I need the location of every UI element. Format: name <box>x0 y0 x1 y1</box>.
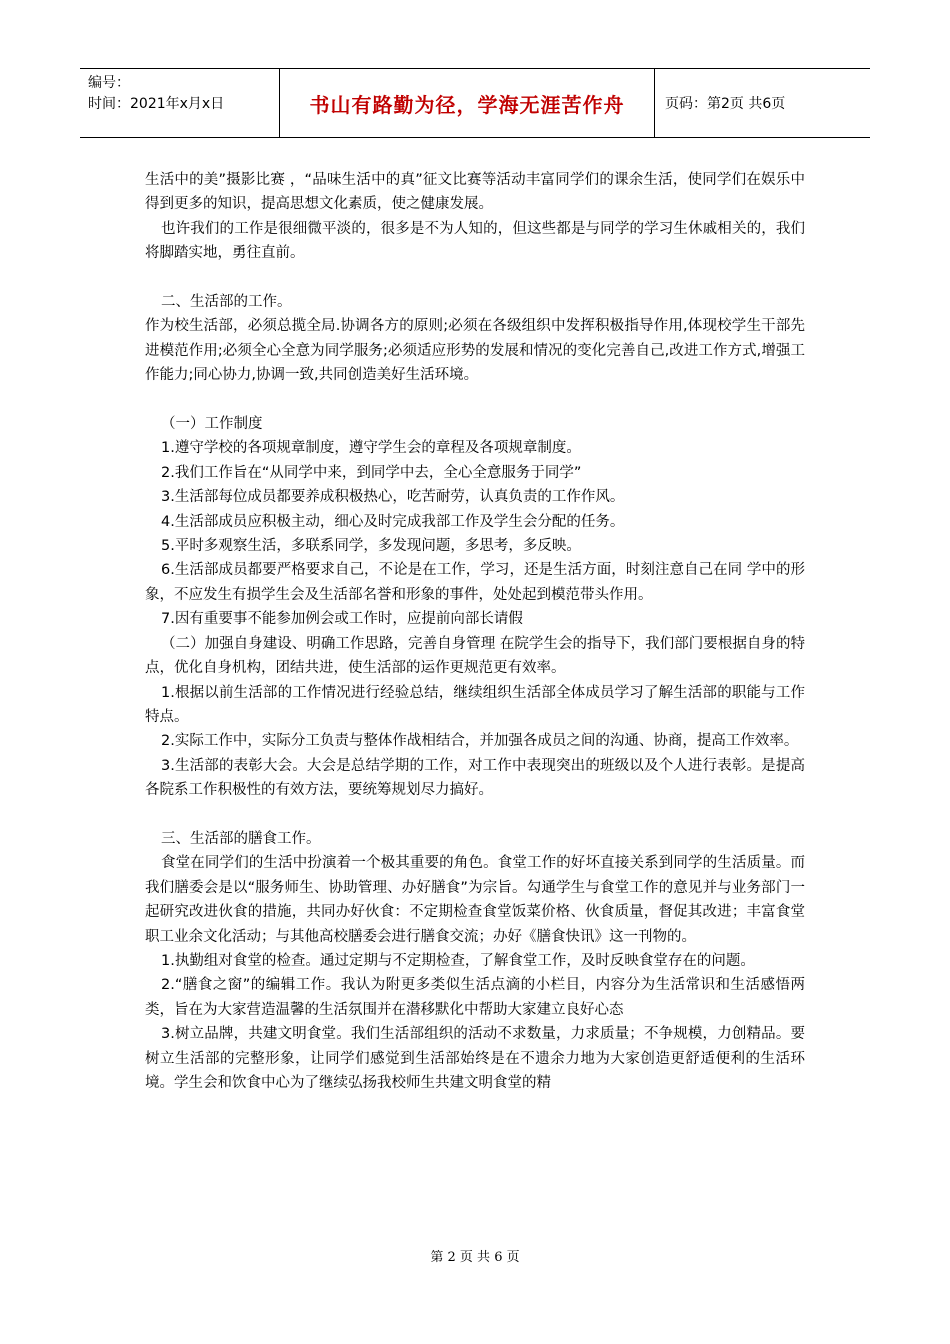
header-page-info: 页码：第2页 共6页 <box>665 96 786 112</box>
list-item: 5.平时多观察生活，多联系同学，多发现问题，多思考，多反映。 <box>161 538 581 555</box>
section-heading: 二、生活部的工作。 <box>161 294 292 311</box>
document-number-label: 编号： <box>88 75 130 91</box>
page-header <box>80 68 870 138</box>
list-item: 7.因有重要事不能参加例会或工作时，应提前向部长请假 <box>161 611 523 628</box>
list-item: 1.执勤组对食堂的检查。通过定期与不定期检查，了解食堂工作，及时反映食堂存在的问题。 <box>161 952 755 969</box>
section-heading: 三、生活部的膳食工作。 <box>161 830 321 847</box>
list-item: 3.树立品牌，共建文明食堂。我们生活部组织的活动不求数量，力求质量；不争规模，力创精品。要树立生活部的完整形象，让同学们感觉到生活部始终是在不遗余力地为大家创造更舒适便利的生活环境。学生会和饮食中心为了继续弘扬我校师生共建文明食堂的精 <box>145 1026 805 1091</box>
list-item: 3.生活部每位成员都要养成积极热心，吃苦耐劳，认真负责的工作作风。 <box>161 489 625 506</box>
list-item: 4.生活部成员应积极主动，细心及时完成我部工作及学生会分配的任务。 <box>161 513 625 530</box>
paragraph: 生活中的美”摄影比赛 ，“品味生活中的真”征文比赛等活动丰富同学们的课余生活，使同学们在娱乐中得到更多的知识，提高思想文化素质，使之健康发展。 <box>145 172 805 213</box>
header-meta <box>80 69 280 137</box>
list-item: 6.生活部成员都要严格要求自己，不论是在工作，学习，还是生活方面，时刻注意自己在同 学中的形象，不应发生有损学生会及生活部名誉和形象的事件，处处起到模范带头作用。 <box>145 562 805 603</box>
list-item: 1.根据以前生活部的工作情况进行经验总结，继续组织生活部全体成员学习了解生活部的职能与工作特点。 <box>145 684 805 725</box>
document-body <box>145 168 805 1095</box>
list-item: 2.我们工作旨在“从同学中来，到同学中去，全心全意服务于同学” <box>161 464 582 481</box>
list-item: 2.“膳食之窗”的编辑工作。我认为附更多类似生活点滴的小栏目，内容分为生活常识和生活感悟两类，旨在为大家营造温馨的生活氛围并在潜移默化中帮助大家建立良好心态 <box>145 977 805 1018</box>
document-date-label: 时间：2021年x月x日 <box>88 96 225 112</box>
header-motto: 书山有路勤为径，学海无涯苦作舟 <box>280 69 655 137</box>
subsection-heading: （一）工作制度 <box>161 416 263 433</box>
paragraph: 也许我们的工作是很细微平淡的，很多是不为人知的，但这些都是与同学的学习生休戚相关的，我们将脚踏实地，勇往直前。 <box>145 220 805 262</box>
page-footer: 第 2 页 共 6 页 <box>430 1250 520 1265</box>
subsection-heading: （二）加强自身建设、明确工作思路，完善自身管理 在院学生会的指导下，我们部门要根据自身的特点，优化自身机构，团结共进，使生活部的运作更规范更有效率。 <box>145 635 805 677</box>
paragraph: 食堂在同学们的生活中扮演着一个极其重要的角色。食堂工作的好坏直接关系到同学的生活质量。而我们膳委会是以“服务师生、协助管理、办好膳食”为宗旨。勾通学生与食堂工作的意见并与业务部门一起研究改进伙食的措施，共同办好伙食：不定期检查食堂饭菜价格、伙食质量，督促其改进；丰富食堂职工业余文化活动；与其他高校膳委会进行膳食交流；办好《膳食快讯》这一刊物的。 <box>145 855 805 945</box>
list-item: 2.实际工作中，实际分工负责与整体作战相结合，并加强各成员之间的沟通、协商，提高工作效率。 <box>161 733 799 750</box>
list-item: 3.生活部的表彰大会。大会是总结学期的工作，对工作中表现突出的班级以及个人进行表彰。是提高各院系工作积极性的有效方法，要统筹规划尽力搞好。 <box>145 757 805 799</box>
list-item: 1.遵守学校的各项规章制度，遵守学生会的章程及各项规章制度。 <box>161 440 581 457</box>
paragraph: 作为校生活部，必须总揽全局.协调各方的原则;必须在各级组织中发挥积极指导作用,体现校学生干部先进模范作用;必须全心全意为同学服务;必须适应形势的发展和情况的变化完善自己,改进工作方式,增强工作能力;同心协力,协调一致,共同创造美好生活环境。 <box>145 318 805 384</box>
